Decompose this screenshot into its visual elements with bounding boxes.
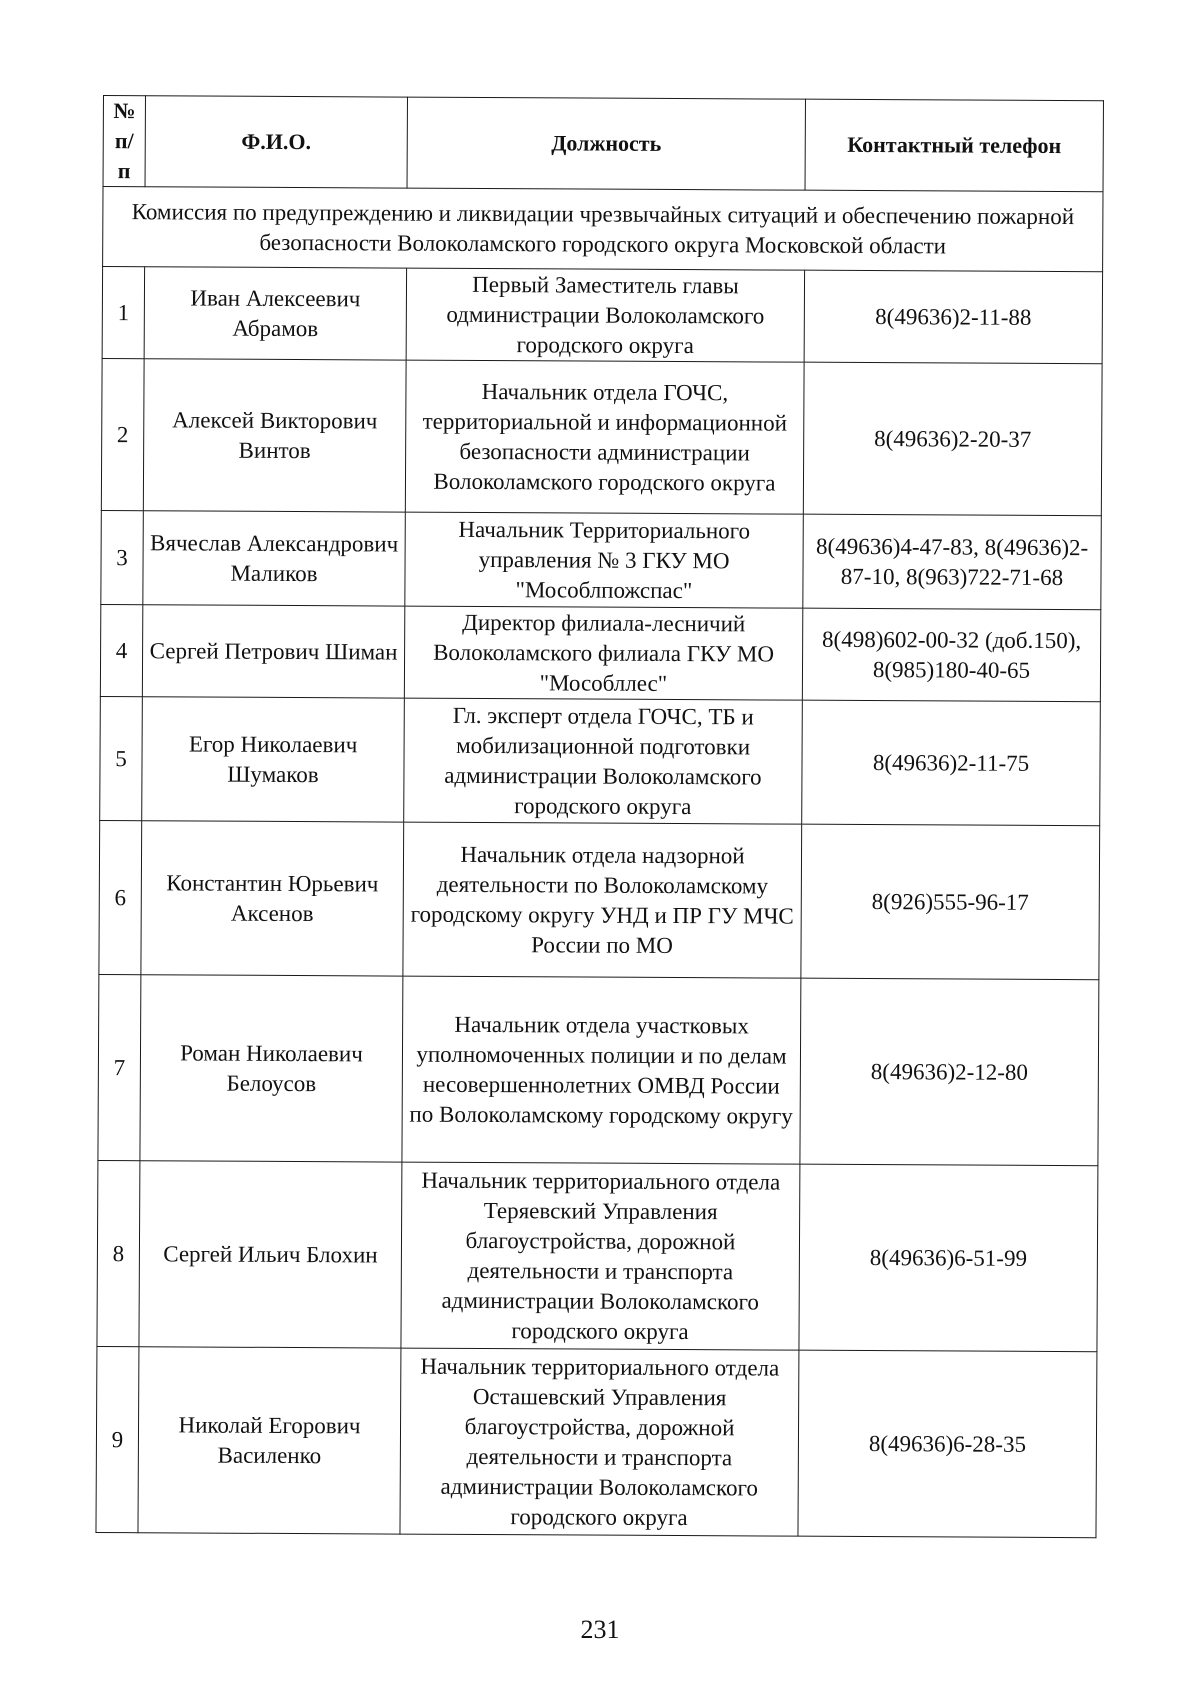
- row-num: 8: [97, 1160, 140, 1346]
- row-fio: Иван Алексеевич Абрамов: [144, 267, 406, 360]
- table-row: [100, 696, 1101, 825]
- table-row: [100, 604, 1100, 701]
- header-row: [103, 96, 1103, 192]
- row-position: Директор филиала-лесничий Волоколамского филиала ГКУ МО "Мособллес": [404, 606, 802, 700]
- row-fio: Сергей Петрович Шиман: [142, 605, 404, 698]
- row-position: Начальник Территориального управления № 3 ГКУ МО "Мособлпожспас": [405, 512, 803, 608]
- row-num: 1: [102, 267, 144, 359]
- table-row: [101, 358, 1102, 515]
- table-row: [101, 510, 1101, 609]
- header-fio: Ф.И.О.: [145, 96, 407, 188]
- header-num: № п/ п: [103, 96, 145, 187]
- table-row: [102, 267, 1102, 364]
- row-fio: Егор Николаевич Шумаков: [142, 697, 405, 822]
- section-title: Комиссия по предупреждению и ликвидации чрезвычайных ситуаций и обеспечению пожарной безопасности Волоколамского городского округа Московской области: [103, 187, 1103, 272]
- row-phone: 8(49636)2-11-88: [804, 270, 1102, 364]
- table-row: [99, 820, 1100, 979]
- row-num: 3: [101, 510, 143, 604]
- row-position: Начальник отдела участковых уполномоченных полиции и по делам несовершеннолетних ОМВД России по Волоколамскому городскому округу: [402, 976, 801, 1164]
- header-phone: Контактный телефон: [805, 99, 1103, 192]
- row-num: 6: [99, 820, 142, 974]
- row-num: 9: [96, 1346, 139, 1532]
- row-position: Начальник территориального отдела Осташевский Управления благоустройства, дорожной деятельности и транспорта администрации Волоколамского городского округа: [400, 1348, 799, 1536]
- row-phone: 8(49636)6-28-35: [798, 1350, 1097, 1538]
- row-fio: Сергей Ильич Блохин: [139, 1161, 402, 1348]
- row-fio: Николай Егорович Василенко: [138, 1347, 401, 1534]
- table-row: [98, 974, 1099, 1165]
- row-num: 7: [98, 974, 141, 1160]
- row-fio: Роман Николаевич Белоусов: [140, 975, 403, 1162]
- row-fio: Алексей Викторович Винтов: [143, 359, 406, 512]
- row-phone: 8(49636)4-47-83, 8(49636)2-87-10, 8(963)722-71-68: [803, 514, 1101, 610]
- row-fio: Константин Юрьевич Аксенов: [141, 821, 404, 976]
- row-num: 2: [101, 358, 144, 510]
- section-row: [103, 187, 1103, 272]
- row-position: Начальник территориального отдела Теряевский Управления благоустройства, дорожной деятельности и транспорта администрации Волоколамского городского округа: [401, 1162, 800, 1350]
- row-position: Первый Заместитель главы одминистрации Волоколамского городского округа: [406, 268, 804, 362]
- row-position: Начальник отдела ГОЧС, территориальной и информационной безопасности администрации Волоколамского городского округа: [405, 360, 804, 514]
- page-number: 231: [580, 1615, 620, 1644]
- table-row: [96, 1346, 1097, 1537]
- contacts-table: [95, 95, 1104, 1538]
- row-num: 4: [100, 604, 142, 696]
- row-phone: 8(49636)2-20-37: [803, 362, 1102, 516]
- row-phone: 8(498)602-00-32 (доб.150), 8(985)180-40-65: [802, 608, 1100, 702]
- row-phone: 8(926)555-96-17: [801, 824, 1100, 980]
- row-num: 5: [100, 696, 143, 820]
- row-position: Гл. эксперт отдела ГОЧС, ТБ и мобилизационной подготовки администрации Волоколамского городского округа: [404, 698, 803, 824]
- row-phone: 8(49636)2-12-80: [800, 978, 1099, 1166]
- row-phone: 8(49636)2-11-75: [802, 700, 1101, 826]
- row-position: Начальник отдела надзорной деятельности по Волоколамскому городскому округу УНД и ПР ГУ МЧС России по МО: [403, 822, 802, 978]
- table-row: [97, 1160, 1098, 1351]
- row-phone: 8(49636)6-51-99: [799, 1164, 1098, 1352]
- row-fio: Вячеслав Александрович Маликов: [143, 511, 405, 606]
- header-position: Должность: [407, 97, 805, 190]
